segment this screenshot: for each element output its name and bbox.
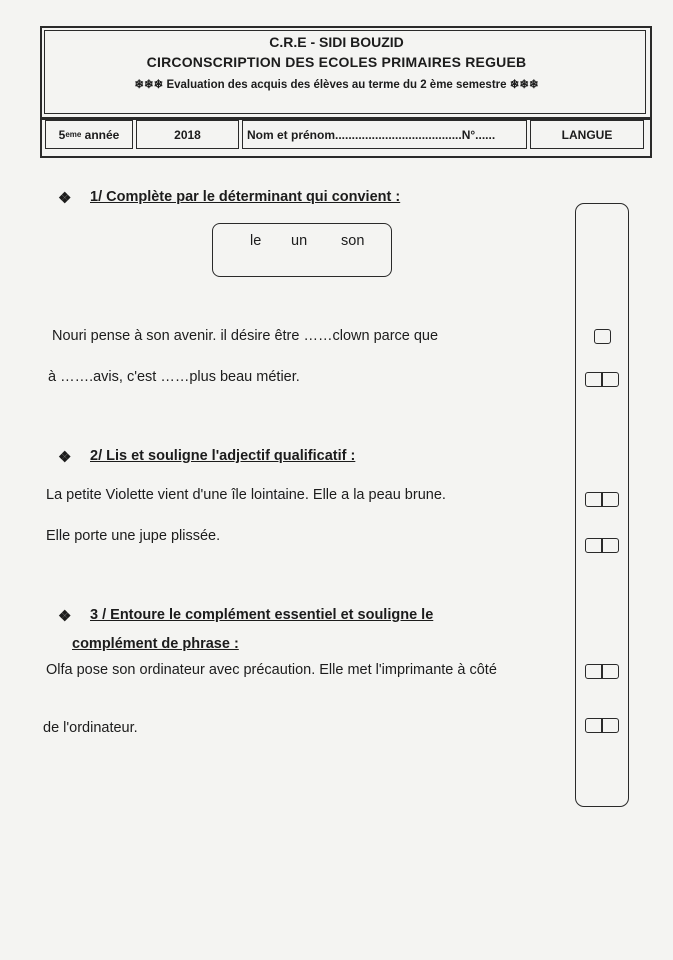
subject-cell: LANGUE bbox=[530, 120, 644, 149]
section2-sentence-1: La petite Violette vient d'une île lointaine. Elle a la peau brune. bbox=[46, 487, 446, 503]
section3-bullet-icon: ❖ bbox=[58, 608, 72, 625]
level-number: 5 bbox=[58, 127, 66, 142]
section1-title: 1/ Complète par le déterminant qui convient : bbox=[90, 189, 401, 205]
section3-title-line1: 3 / Entoure le complément essentiel et souligne le bbox=[90, 607, 434, 623]
choice-un: un bbox=[291, 233, 308, 249]
section1-sentence-2: à …….avis, c'est ……plus beau métier. bbox=[48, 369, 300, 385]
name-field[interactable]: Nom et prénom......................................N°...... bbox=[242, 120, 527, 149]
score-box bbox=[594, 329, 611, 344]
section1-sentence-1: Nouri pense à son avenir. il désire être ……clown parce que bbox=[52, 328, 439, 344]
level-word: année bbox=[84, 127, 120, 142]
header-line-3: ❄❄❄ Evaluation des acquis des élèves au terme du 2 ème semestre ❄❄❄ bbox=[134, 79, 539, 91]
level-cell bbox=[45, 120, 133, 149]
choices-box bbox=[212, 223, 392, 277]
section3-sentence-2: de l'ordinateur. bbox=[43, 720, 138, 736]
section2-bullet-icon: ❖ bbox=[58, 449, 72, 466]
section2-sentence-2: Elle porte une jupe plissée. bbox=[46, 528, 221, 544]
level-sup: eme bbox=[65, 130, 82, 139]
header-line-2: CIRCONSCRIPTION DES ECOLES PRIMAIRES REGUEB bbox=[146, 54, 527, 70]
choice-son: son bbox=[341, 233, 365, 249]
score-box bbox=[585, 718, 619, 733]
score-box bbox=[585, 538, 619, 553]
section3-sentence-1: Olfa pose son ordinateur avec précaution. Elle met l'imprimante à côté bbox=[46, 662, 497, 678]
score-box bbox=[585, 664, 619, 679]
choice-le: le bbox=[250, 233, 262, 249]
score-box bbox=[585, 372, 619, 387]
section3-title-line2: complément de phrase : bbox=[72, 636, 239, 652]
score-box bbox=[585, 492, 619, 507]
section1-bullet-icon: ❖ bbox=[58, 190, 72, 207]
year-cell: 2018 bbox=[136, 120, 239, 149]
header-line-1: C.R.E - SIDI BOUZID bbox=[269, 34, 404, 50]
section2-title: 2/ Lis et souligne l'adjectif qualificatif : bbox=[90, 448, 356, 464]
